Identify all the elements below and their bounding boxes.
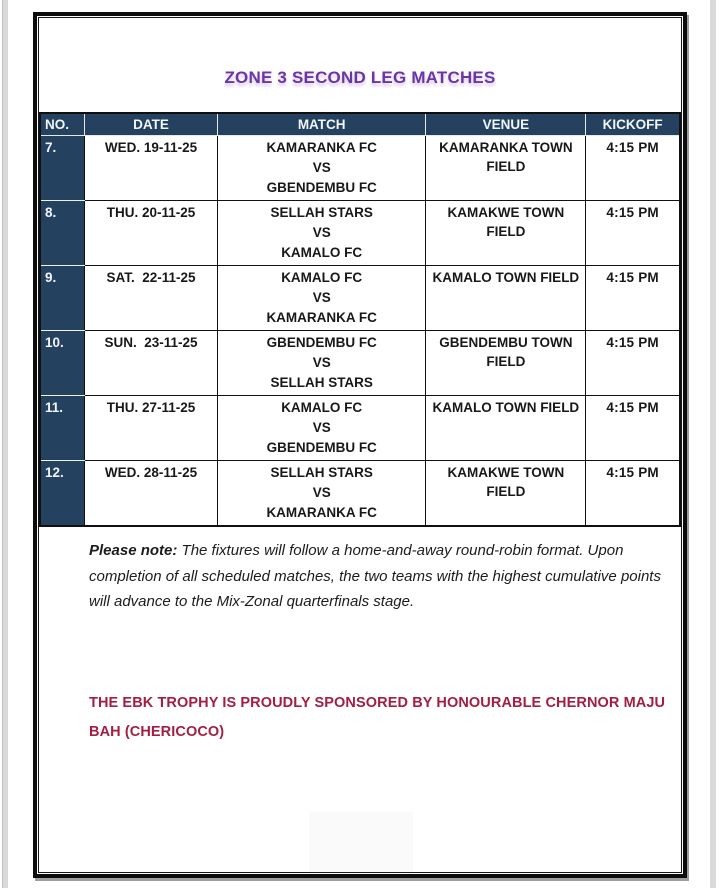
- match-away-team: GBENDEMBU FC: [266, 180, 377, 195]
- table-row: [40, 201, 680, 266]
- fixture-date: THU. 20-11-25: [85, 201, 218, 266]
- match-home-team: KAMARANKA FC: [266, 140, 377, 155]
- match-vs-label: VS: [312, 355, 331, 370]
- match-vs-label: VS: [312, 485, 331, 500]
- fixture-match: [218, 136, 426, 201]
- table-row: [40, 136, 680, 201]
- column-header: KICKOFF: [586, 113, 680, 136]
- page-border-frame: [33, 12, 687, 878]
- fixture-number: 7.: [40, 136, 85, 201]
- fixture-kickoff: 4:15 PM: [586, 396, 680, 461]
- fixture-number: 10.: [40, 331, 85, 396]
- fixture-date: THU. 27-11-25: [85, 396, 218, 461]
- match-away-team: SELLAH STARS: [270, 375, 373, 390]
- column-header: MATCH: [218, 113, 426, 136]
- note-label: Please note:: [89, 542, 178, 559]
- table-body: [40, 136, 680, 527]
- scan-edge-right: [710, 0, 716, 888]
- match-vs-label: VS: [312, 225, 331, 240]
- table-row: [40, 331, 680, 396]
- fixture-match: [218, 201, 426, 266]
- fixture-number: 9.: [40, 266, 85, 331]
- match-vs-label: VS: [312, 160, 331, 175]
- match-home-team: KAMALO FC: [281, 400, 363, 415]
- match-home-team: SELLAH STARS: [270, 205, 373, 220]
- match-vs-label: VS: [312, 290, 331, 305]
- fixture-venue: KAMARANKA TOWN FIELD: [426, 136, 586, 201]
- match-home-team: GBENDEMBU FC: [266, 335, 377, 350]
- table-row: [40, 396, 680, 461]
- fixture-venue: KAMAKWE TOWN FIELD: [426, 461, 586, 527]
- fixture-venue: GBENDEMBU TOWN FIELD: [426, 331, 586, 396]
- column-header: DATE: [85, 113, 218, 136]
- fixture-venue: KAMALO TOWN FIELD: [426, 396, 586, 461]
- note-text: The fixtures will follow a home-and-away round-robin format. Upon completion of all scheduled matches, the two teams with the highest cumulative points will advance to the Mix-Zonal quarterfinals stage.: [89, 542, 661, 610]
- column-header: NO.: [40, 113, 85, 136]
- page-title: ZONE 3 SECOND LEG MATCHES: [224, 68, 496, 87]
- faint-page-overlay: [309, 812, 413, 874]
- fixture-kickoff: 4:15 PM: [586, 461, 680, 527]
- sponsor-statement: THE EBK TROPHY IS PROUDLY SPONSORED BY HONOURABLE CHERNOR MAJU BAH (CHERICOCO): [89, 694, 666, 740]
- fixture-date: WED. 28-11-25: [85, 461, 218, 527]
- fixture-match: [218, 396, 426, 461]
- fixture-number: 12.: [40, 461, 85, 527]
- table-header-row: [40, 113, 680, 136]
- fixture-number: 8.: [40, 201, 85, 266]
- table-row: [40, 461, 680, 527]
- match-vs-label: VS: [312, 420, 331, 435]
- fixture-date: WED. 19-11-25: [85, 136, 218, 201]
- fixture-kickoff: 4:15 PM: [586, 331, 680, 396]
- match-away-team: KAMARANKA FC: [266, 310, 377, 325]
- fixture-kickoff: 4:15 PM: [586, 136, 680, 201]
- match-home-team: SELLAH STARS: [270, 465, 373, 480]
- scan-edge-left: [2, 0, 8, 888]
- fixture-kickoff: 4:15 PM: [586, 266, 680, 331]
- page-content-area: [38, 17, 682, 873]
- fixture-match: [218, 331, 426, 396]
- match-away-team: KAMALO FC: [281, 245, 363, 260]
- fixture-kickoff: 4:15 PM: [586, 201, 680, 266]
- fixtures-table: [39, 112, 681, 527]
- fixture-match: [218, 461, 426, 527]
- fixture-match: [218, 266, 426, 331]
- match-away-team: GBENDEMBU FC: [266, 440, 377, 455]
- fixture-number: 11.: [40, 396, 85, 461]
- table-row: [40, 266, 680, 331]
- note-paragraph: [89, 538, 661, 615]
- fixture-venue: KAMAKWE TOWN FIELD: [426, 201, 586, 266]
- fixture-date: SUN. 23-11-25: [85, 331, 218, 396]
- match-home-team: KAMALO FC: [281, 270, 363, 285]
- fixture-venue: KAMALO TOWN FIELD: [426, 266, 586, 331]
- fixture-date: SAT. 22-11-25: [85, 266, 218, 331]
- column-header: VENUE: [426, 113, 586, 136]
- table-header: [40, 113, 680, 136]
- match-away-team: KAMARANKA FC: [266, 505, 377, 520]
